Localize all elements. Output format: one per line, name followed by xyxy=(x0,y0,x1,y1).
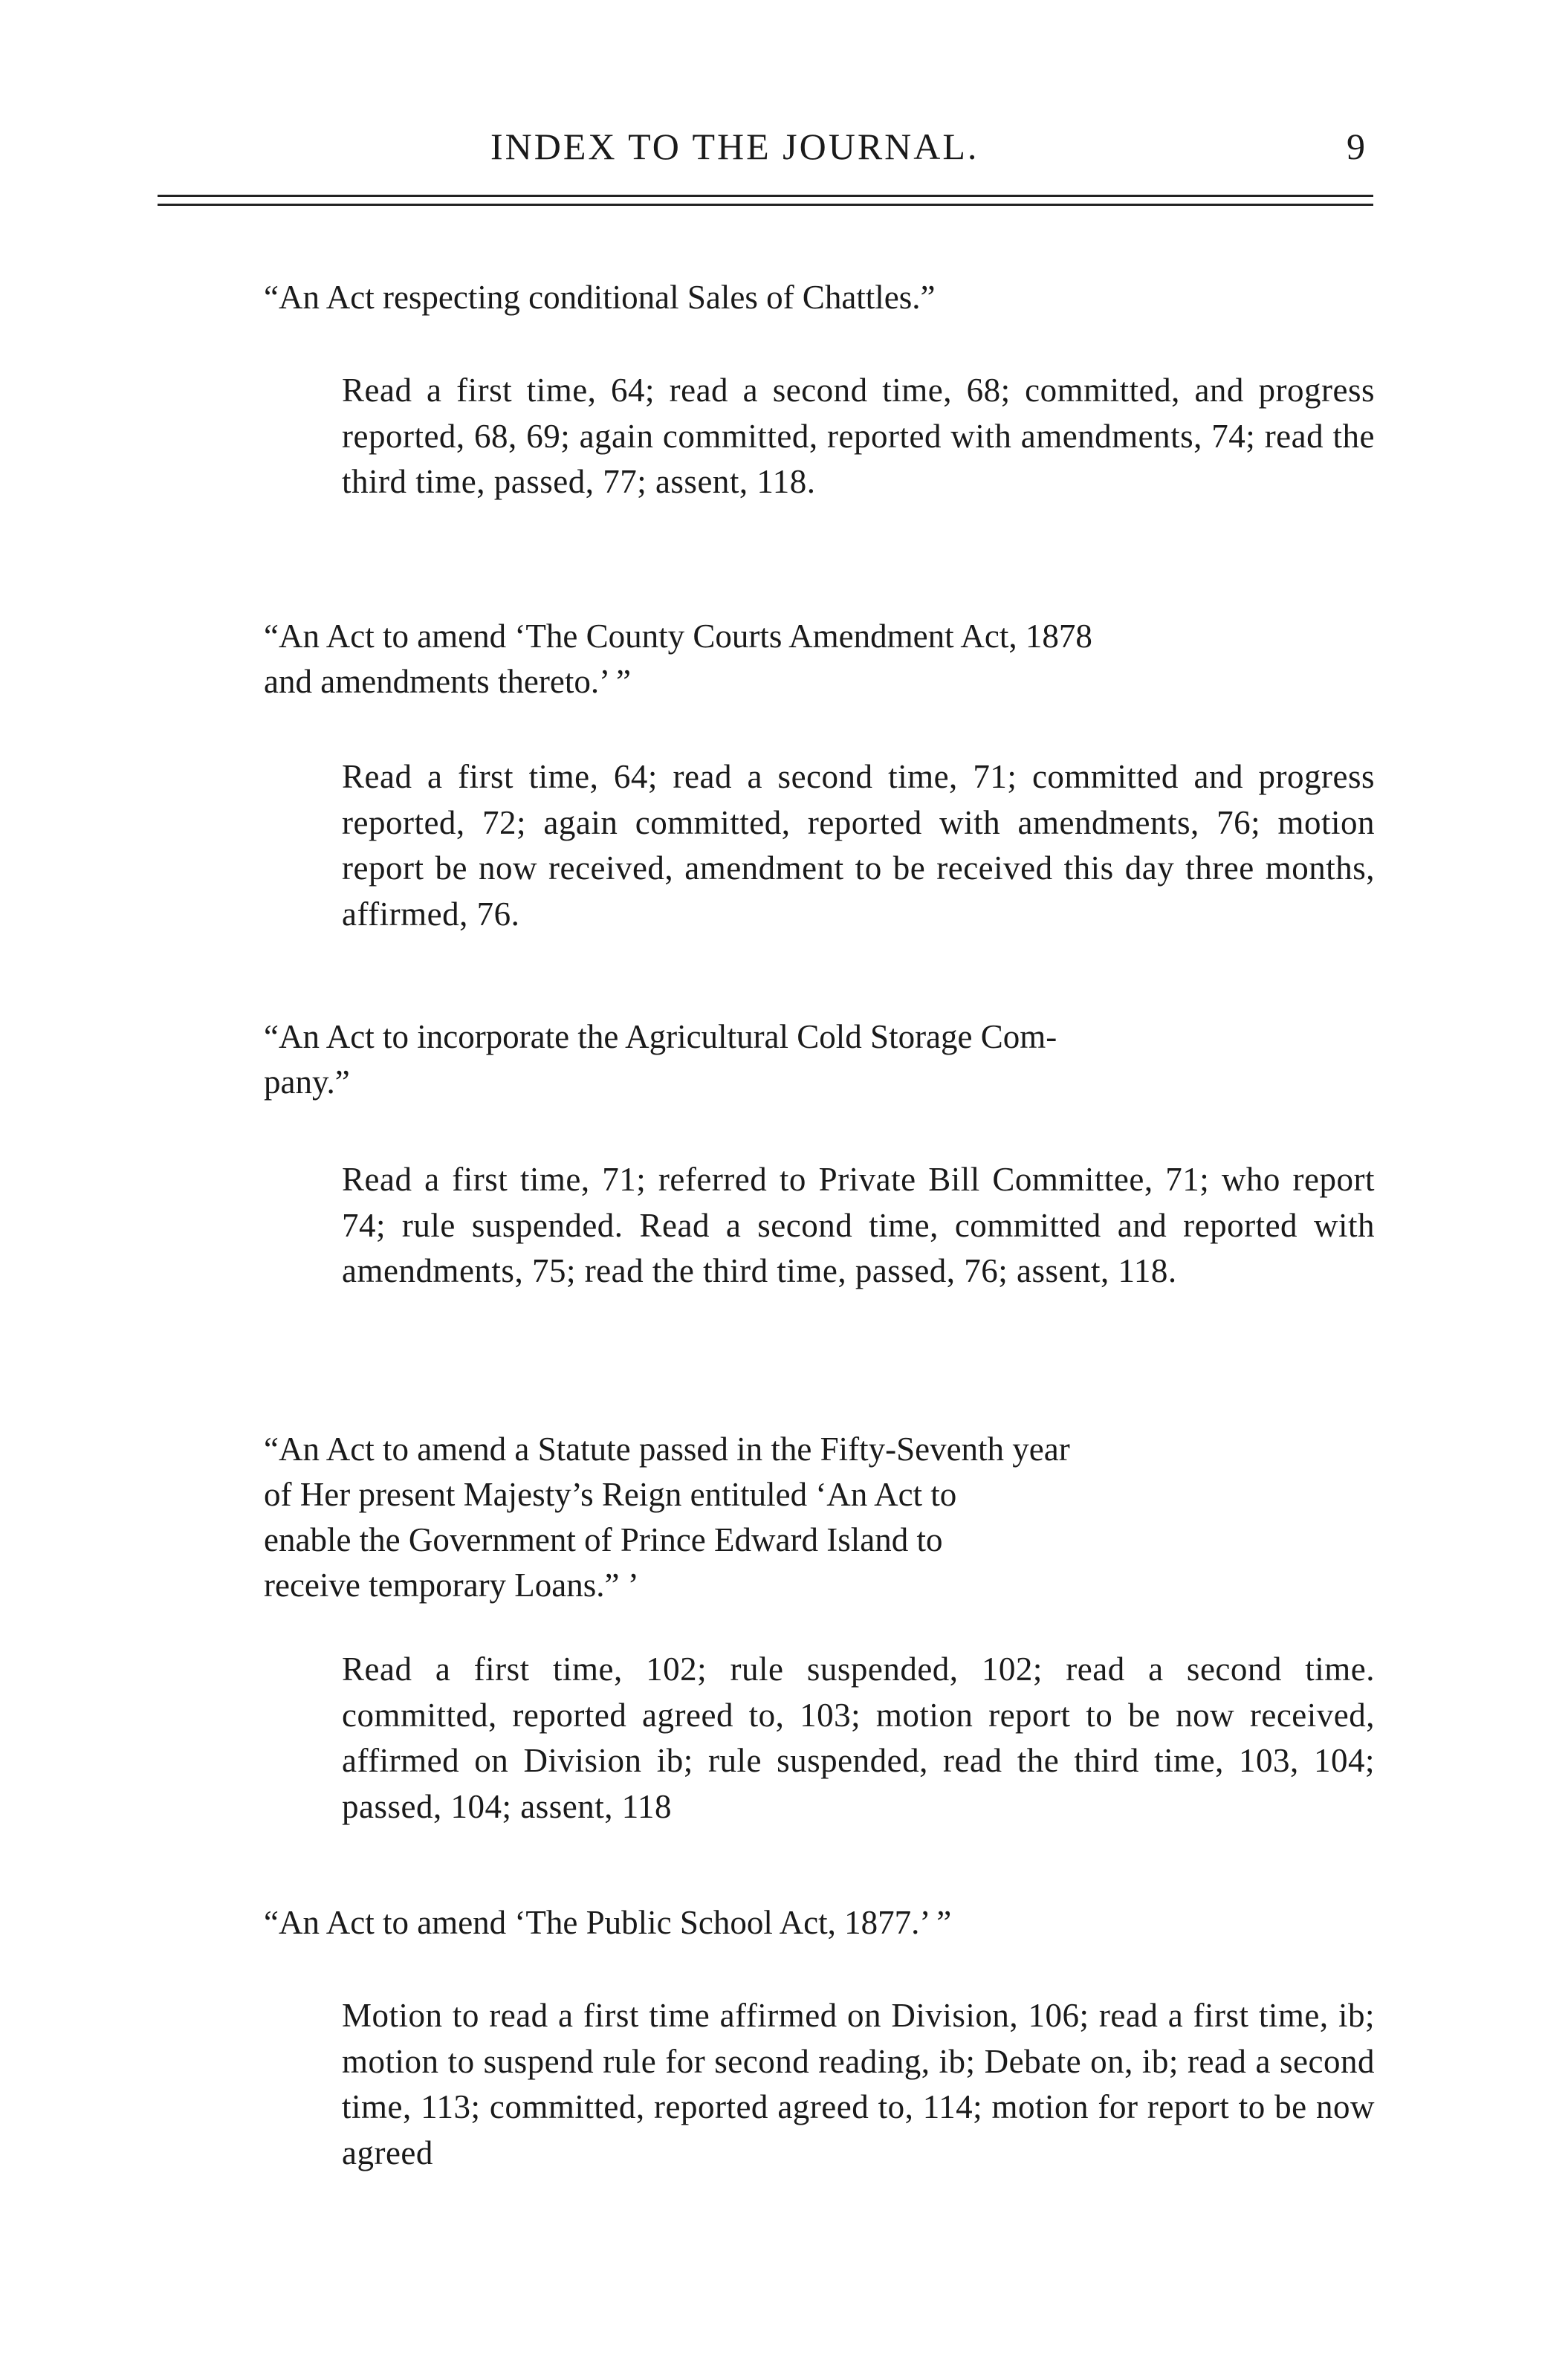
header-rule-top xyxy=(158,195,1373,197)
entry-title-line: and amendments thereto.’ ” xyxy=(264,663,631,700)
header-rule-bottom xyxy=(158,204,1373,206)
running-title: INDEX TO THE JOURNAL. xyxy=(490,126,979,167)
entry-title-line: pany.” xyxy=(264,1063,350,1101)
entry-title xyxy=(264,1427,1523,1608)
entry-body: Motion to read a first time affirmed on Division, 106; read a first time, ib; motion to suspend rule for second reading, ib; Debate on, ib; read a second time, 113; committed, reported agreed to, 114; motion for report to be now agreed xyxy=(342,1997,1375,2171)
entry-body: Read a first time, 102; rule suspended, 102; read a second time. committed, reported agreed to, 103; motion report to be now received, affirmed on Division ib; rule suspended, read the third time, 103, 104; passed, 104; assent, 118 xyxy=(342,1651,1375,1825)
entry-body: Read a first time, 71; referred to Private Bill Committee, 71; who report 74; rule suspended. Read a second time, committed and reported with amendments, 75; read the third time, passed, 76; assent, 118. xyxy=(342,1161,1375,1289)
entry-title-line: enable the Government of Prince Edward Island to xyxy=(264,1521,943,1558)
entry-title-line: receive temporary Loans.” ’ xyxy=(264,1567,639,1604)
entry-title-line: “An Act respecting conditional Sales of Chattles.” xyxy=(264,279,936,316)
page-number: 9 xyxy=(1347,126,1365,167)
entry-title-line: “An Act to amend ‘The Public School Act, 1877.’ ” xyxy=(264,1904,952,1941)
entry-title-line: of Her present Majesty’s Reign entituled ‘An Act to xyxy=(264,1476,957,1513)
entry-title-line: “An Act to amend a Statute passed in the Fifty-Seventh year xyxy=(264,1431,1070,1468)
entry-title xyxy=(264,275,1523,320)
entry-title xyxy=(264,1900,1523,1946)
entry-title xyxy=(264,614,1523,704)
entry-title-line: “An Act to amend ‘The County Courts Amendment Act, 1878 xyxy=(264,618,1092,655)
entry-body: Read a first time, 64; read a second time, 68; committed, and progress reported, 68, 69; again committed, reported with amendments, 74; read the third time, passed, 77; assent, 118. xyxy=(342,372,1375,500)
entry-title-line: “An Act to incorporate the Agricultural Cold Storage Com- xyxy=(264,1018,1057,1055)
entry-title xyxy=(264,1014,1523,1105)
entry-body: Read a first time, 64; read a second time, 71; committed and progress reported, 72; again committed, reported with amendments, 76; motion report be now received, amendment to be received this day three months, affirmed, 76. xyxy=(342,758,1375,933)
